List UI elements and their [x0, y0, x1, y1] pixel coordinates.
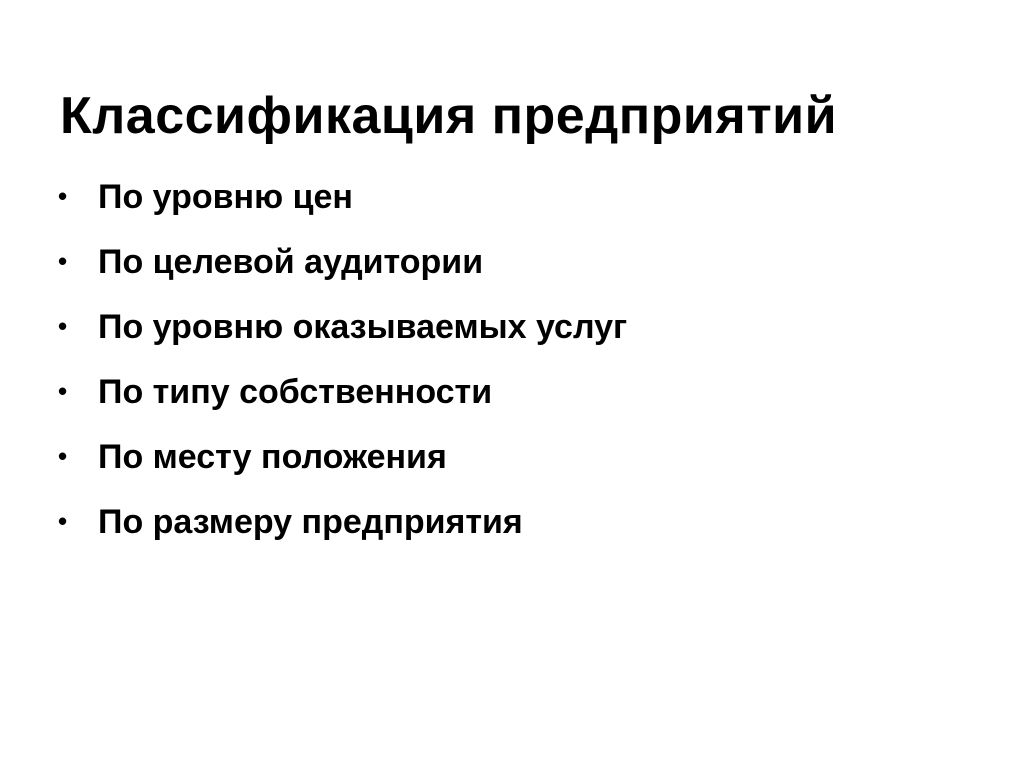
list-item [52, 505, 972, 539]
list-item [52, 440, 972, 474]
list-item-label: По типу собственности [98, 373, 493, 411]
list-item [52, 180, 972, 214]
list-item [52, 245, 972, 279]
page-title: Классификация предприятий [60, 86, 838, 145]
list-item-label: По месту положения [98, 438, 447, 476]
list-item [52, 310, 972, 344]
bullet-point-icon: • [58, 376, 68, 406]
list-item [52, 375, 972, 409]
bullet-point-icon: • [58, 506, 68, 536]
bullet-point-icon: • [58, 441, 68, 471]
list-item-label: По уровню оказываемых услуг [98, 308, 628, 346]
list-item-label: По уровню цен [98, 178, 353, 216]
bullet-list [52, 180, 972, 570]
list-item-label: По размеру предприятия [98, 503, 523, 541]
list-item-label: По целевой аудитории [98, 243, 484, 281]
bullet-point-icon: • [58, 181, 68, 211]
bullet-point-icon: • [58, 246, 68, 276]
bullet-point-icon: • [58, 311, 68, 341]
